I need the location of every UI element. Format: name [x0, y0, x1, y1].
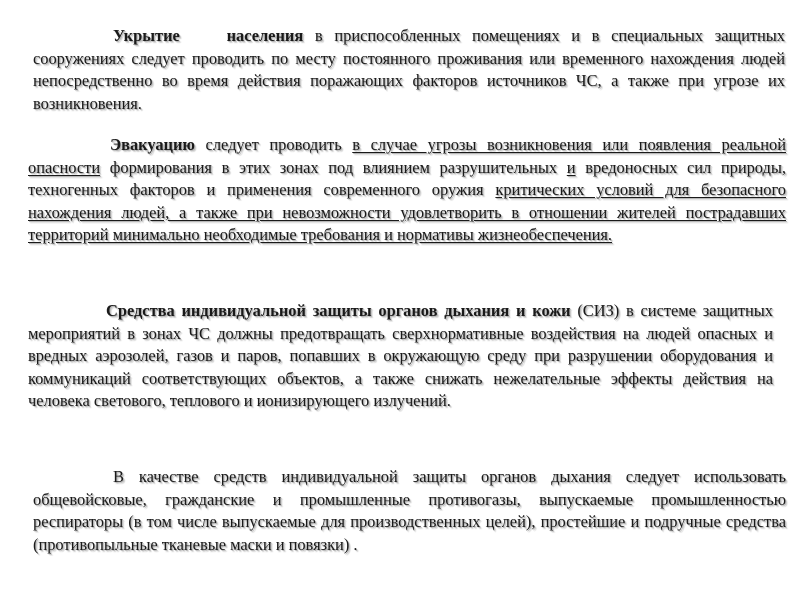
shelter-text: в приспособленных помещениях и в специальных защитных сооружениях следует проводить по месту постоянного проживания или временного нахождения людей непосредственно во время действия поражающих факторов источников ЧС, а также при угрозе их возникновения.	[33, 26, 786, 113]
evacuation-underlined-2: и	[566, 157, 576, 177]
paragraph-ppe	[28, 300, 773, 413]
term-evacuation: Эвакуацию	[110, 135, 195, 154]
paragraph-respiratory-protection	[33, 466, 786, 556]
evacuation-underlined-3: критических условий для безопасного нахождения людей, а также при невозможности удовлетворить в отношении жителей пострадавших территорий минимально необходимые требования и нормативы жизнеобеспечения.	[28, 180, 786, 245]
term-shelter: Укрытие	[113, 26, 180, 45]
term-ppe: Средства индивидуальной защиты органов дыхания и кожи	[106, 301, 571, 320]
evacuation-text-3: вредоносных сил природы, техногенных факторов и применения современного оружия	[28, 157, 786, 200]
ppe-text: (СИЗ) в системе защитных мероприятий в зонах ЧС должны предотвращать сверхнормативные воздействия на людей опасных и вредных аэрозолей, газов и паров, попавших в окружающую среду при разрушении оборудования и коммуникаций соответствующих объектов, а также снижать нежелательные эффекты действия на человека светового, теплового и ионизирующего излучений.	[28, 301, 773, 411]
evacuation-text-2: формирования в этих зонах под влиянием разрушительных	[100, 157, 567, 177]
paragraph-shelter	[33, 25, 785, 115]
term-population: населения	[226, 26, 304, 45]
evacuation-underlined-1: в случае угрозы возникновения или появления реальной опасности	[28, 135, 786, 177]
respiratory-text: В качестве средств индивидуальной защиты органов дыхания следует использовать общевойсковые, гражданские и промышленные противогазы, выпускаемые промышленностью респираторы (в том числе выпускаемые для производственных целей), простейшие и подручные средства (противопыльные тканевые маски и повязки) .	[33, 467, 786, 554]
evacuation-text-1: следует проводить	[194, 135, 353, 154]
paragraph-evacuation	[28, 134, 786, 247]
